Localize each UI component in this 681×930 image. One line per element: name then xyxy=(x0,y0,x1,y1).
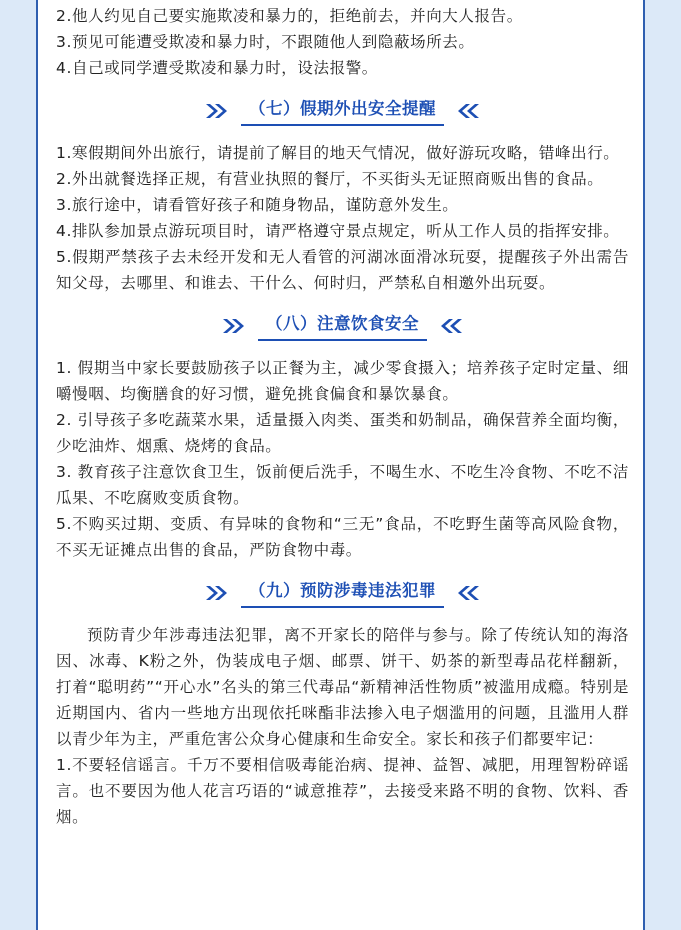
list-item: 1. 假期当中家长要鼓励孩子以正餐为主，减少零食摄入；培养孩子定时定量、细嚼慢咽、均衡膳食的好习惯，避免挑食偏食和暴饮暴食。 xyxy=(56,359,629,403)
section-body-9 xyxy=(56,622,629,830)
section-heading-7 xyxy=(56,95,629,126)
list-item: 2.他人约见自己要实施欺凌和暴力的，拒绝前去，并向大人报告。 xyxy=(56,7,523,25)
list-item: 2. 引导孩子多吃蔬菜水果，适量摄入肉类、蛋类和奶制品，确保营养全面均衡，少吃油炸、烟熏、烧烤的食品。 xyxy=(56,411,629,455)
list-item: 5.不购买过期、变质、有异味的食物和“三无”食品，不吃野生菌等高风险食物，不买无证摊点出售的食品，严防食物中毒。 xyxy=(56,515,629,559)
double-chevron-right-icon xyxy=(205,103,229,119)
list-item: 5.假期严禁孩子去未经开发和无人看管的河湖冰面滑冰玩耍，提醒孩子外出需告知父母，去哪里、和谁去、干什么、何时归，严禁私自相邀外出玩耍。 xyxy=(56,248,629,292)
double-chevron-right-icon xyxy=(205,585,229,601)
list-item: 3.旅行途中，请看管好孩子和随身物品，谨防意外发生。 xyxy=(56,196,459,214)
section-title: （九）预防涉毒违法犯罪 xyxy=(241,577,444,608)
section-heading-8 xyxy=(56,310,629,341)
section-list-8 xyxy=(56,355,629,563)
body-paragraph: 预防青少年涉毒违法犯罪，离不开家长的陪伴与参与。除了传统认知的海洛因、冰毒、K粉之外，伪装成电子烟、邮票、饼干、奶茶的新型毒品花样翻新，打着“聪明药”“开心水”名头的第三代毒品“新精神活性物质”被滥用成瘾。特别是近期国内、省内一些地方出现依托咪酯非法掺入电子烟滥用的问题，且滥用人群以青少年为主，严重危害公众身心健康和生命安全。家长和孩子们都要牢记： xyxy=(56,626,629,748)
article-card xyxy=(36,0,645,930)
section-title: （八）注意饮食安全 xyxy=(258,310,427,341)
section-heading-9 xyxy=(56,577,629,608)
article-content xyxy=(56,3,629,830)
list-item: 4.自己或同学遭受欺凌和暴力时，设法报警。 xyxy=(56,59,378,77)
intro-list xyxy=(56,3,629,81)
list-item: 3. 教育孩子注意饮食卫生，饭前便后洗手，不喝生水、不吃生冷食物、不吃不洁瓜果、不吃腐败变质食物。 xyxy=(56,463,629,507)
list-item: 4.排队参加景点游玩项目时，请严格遵守景点规定，听从工作人员的指挥安排。 xyxy=(56,222,620,240)
list-item: 1.寒假期间外出旅行，请提前了解目的地天气情况，做好游玩攻略，错峰出行。 xyxy=(56,144,620,162)
section-title: （七）假期外出安全提醒 xyxy=(241,95,444,126)
double-chevron-left-icon xyxy=(439,318,463,334)
section-list-7 xyxy=(56,140,629,296)
double-chevron-left-icon xyxy=(456,103,480,119)
list-item: 3.预见可能遭受欺凌和暴力时，不跟随他人到隐蔽场所去。 xyxy=(56,33,475,51)
list-item: 2.外出就餐选择正规，有营业执照的餐厅，不买街头无证照商贩出售的食品。 xyxy=(56,170,604,188)
list-item: 1.不要轻信谣言。千万不要相信吸毒能治病、提神、益智、减肥，用理智粉碎谣言。也不要因为他人花言巧语的“诚意推荐”，去接受来路不明的食物、饮料、香烟。 xyxy=(56,756,629,826)
double-chevron-left-icon xyxy=(456,585,480,601)
double-chevron-right-icon xyxy=(222,318,246,334)
